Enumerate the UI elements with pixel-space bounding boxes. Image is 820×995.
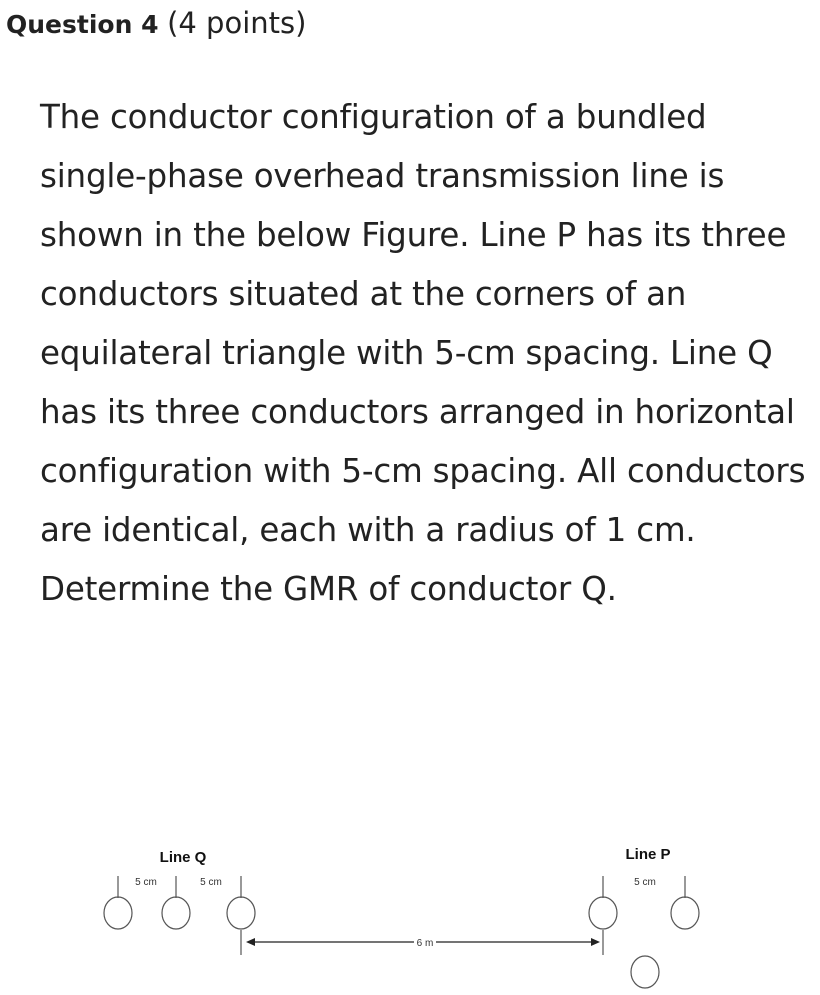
conductor-figure bbox=[0, 820, 820, 995]
q-conductor-1 bbox=[104, 897, 132, 929]
distance-label: 6 m bbox=[416, 938, 434, 949]
line-q-label: Line Q bbox=[159, 849, 207, 866]
arrow-right-icon bbox=[591, 938, 600, 946]
p-conductor-3 bbox=[631, 956, 659, 988]
p-conductor-2 bbox=[671, 897, 699, 929]
q-conductor-3 bbox=[227, 897, 255, 929]
question-points: (4 points) bbox=[167, 6, 307, 40]
line-p-label: Line P bbox=[625, 846, 671, 863]
arrow-left-icon bbox=[246, 938, 255, 946]
q-spacing-2: 5 cm bbox=[200, 877, 222, 888]
q-spacing-1: 5 cm bbox=[135, 877, 157, 888]
p-conductor-1 bbox=[589, 897, 617, 929]
question-text: The conductor configuration of a bundled single-phase overhead transmission line is shown in the below Figure. Line P has its three conductors situated at the corners of an equilateral triangle with 5-cm spacing. Line Q has its three conductors arranged in horizontal configuration with 5-cm spacing. All conductors are identical, each with a radius of 1 cm. Determine the GMR of conductor Q. bbox=[40, 98, 806, 608]
question-number: Question 4 bbox=[6, 10, 159, 39]
q-conductor-2 bbox=[162, 897, 190, 929]
p-spacing: 5 cm bbox=[634, 877, 656, 888]
question-header bbox=[6, 6, 306, 40]
